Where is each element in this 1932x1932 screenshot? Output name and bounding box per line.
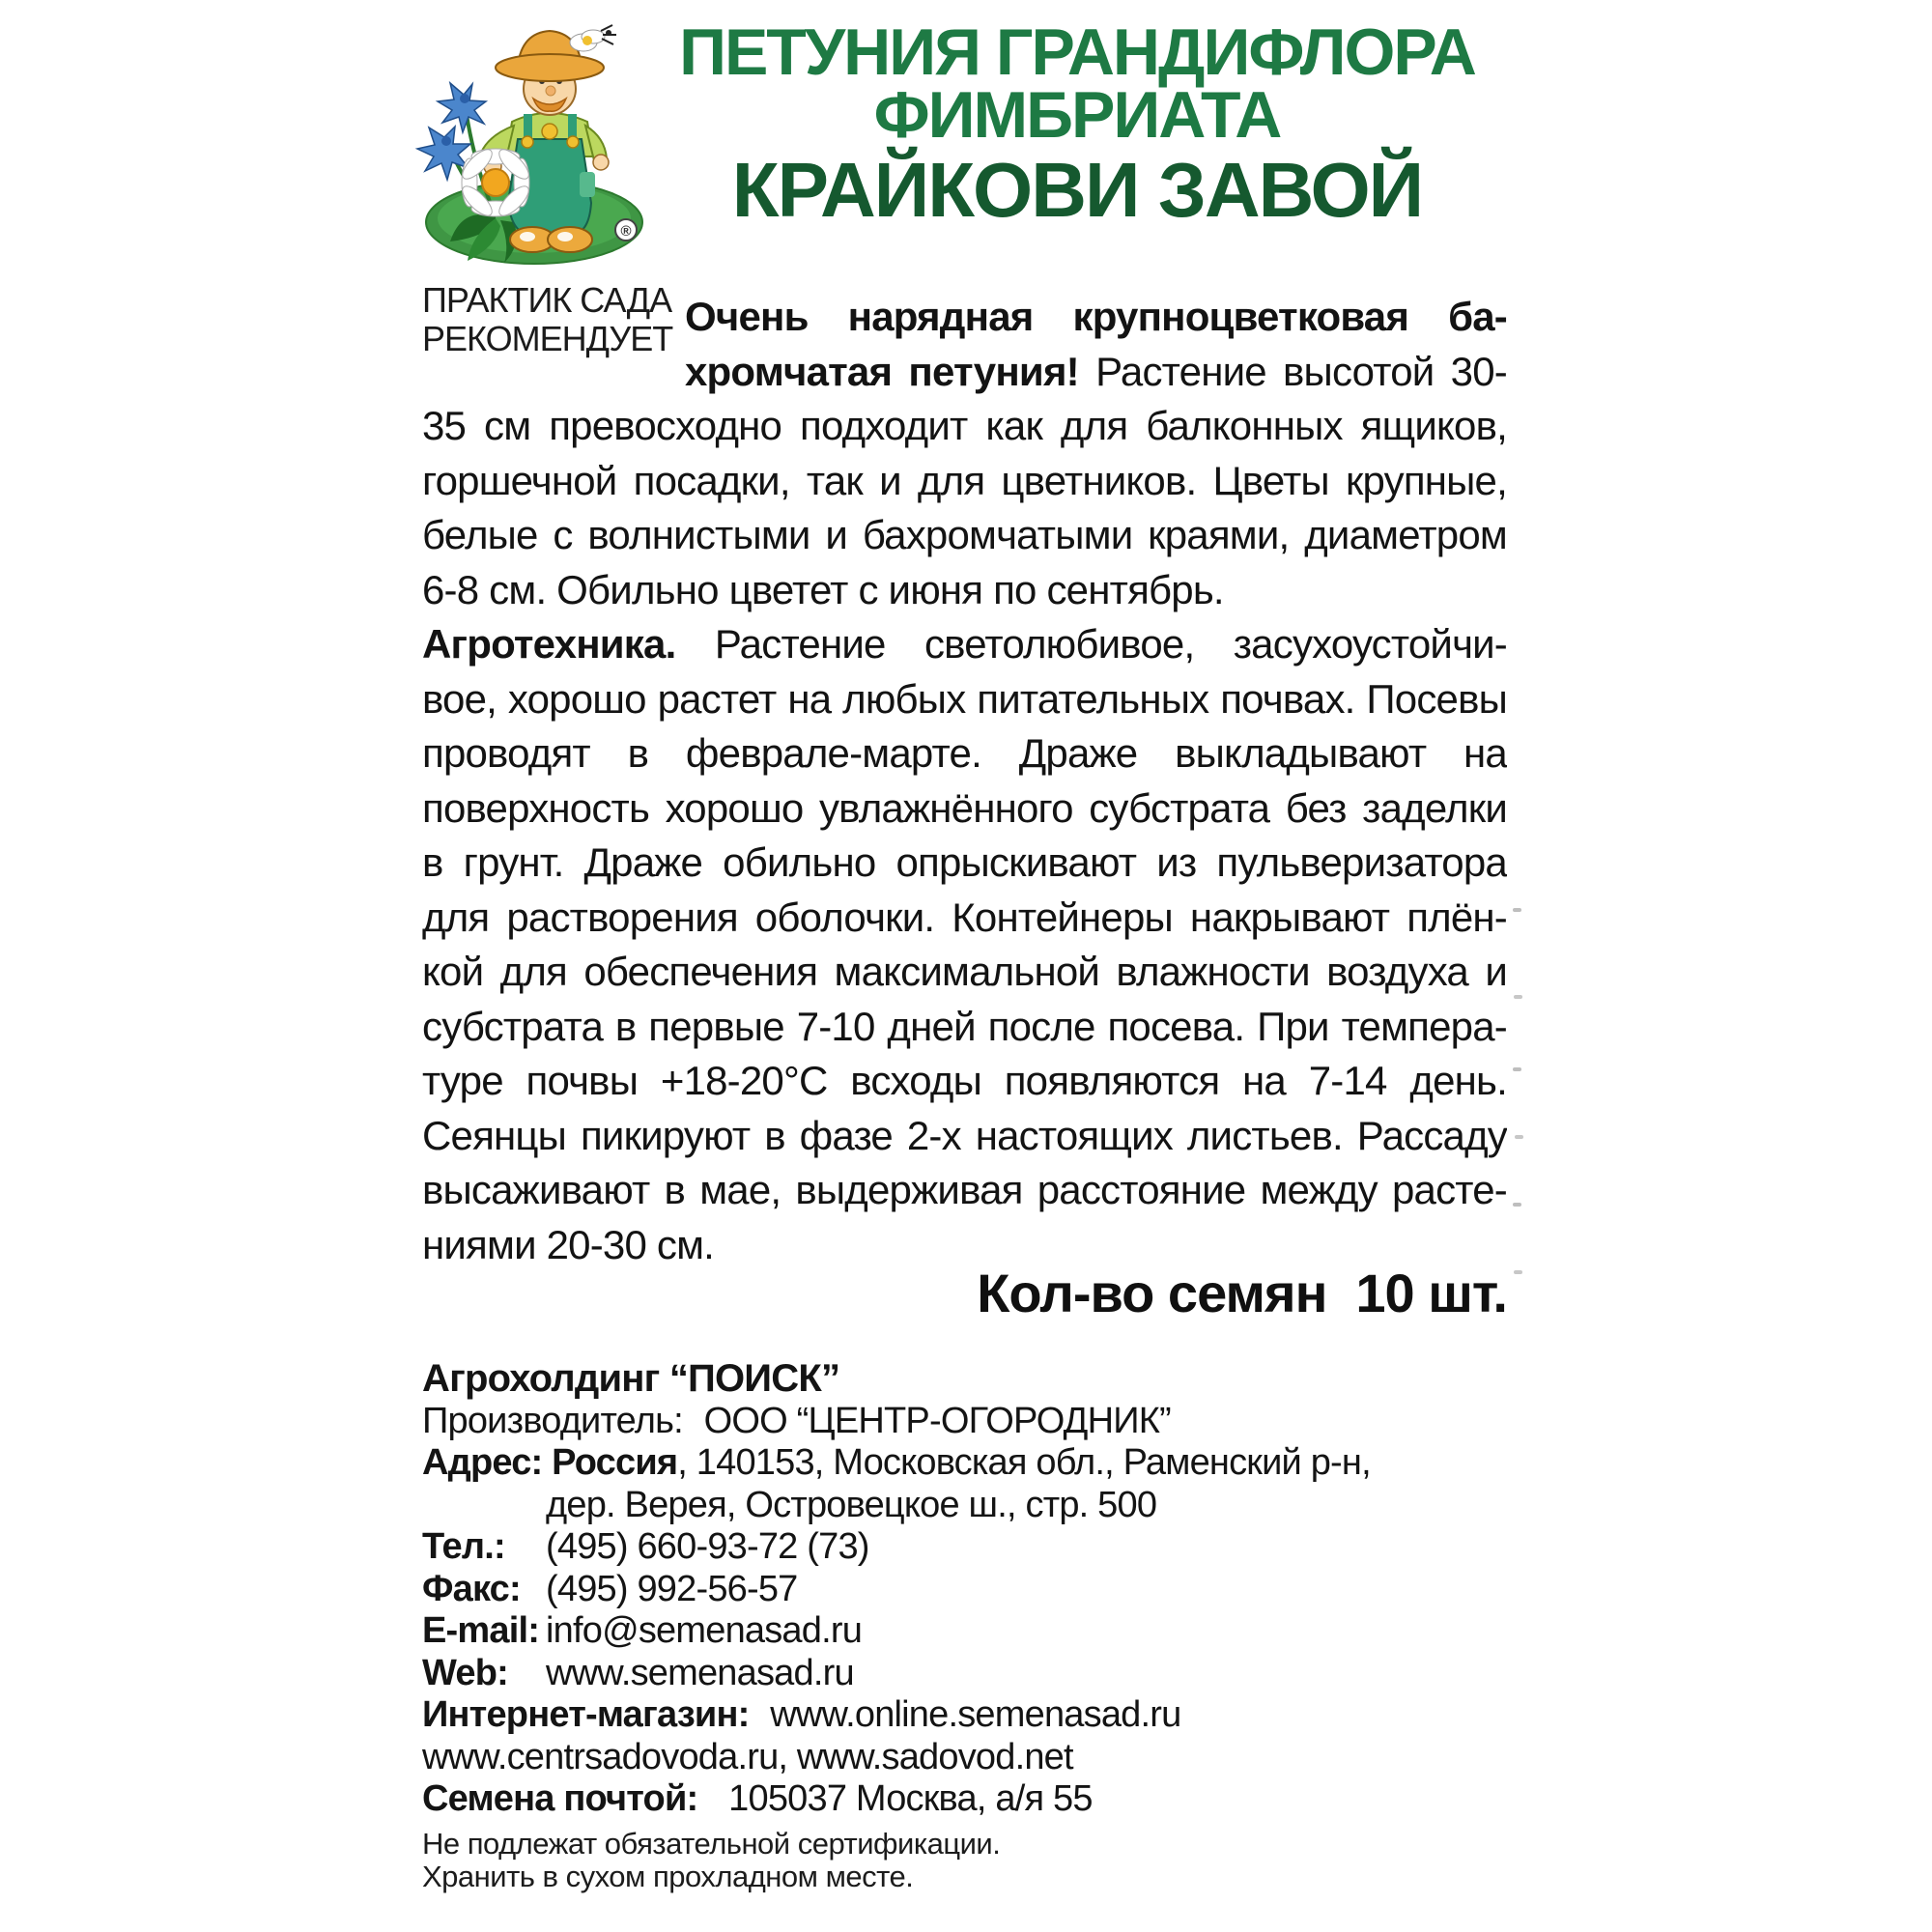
footnote bbox=[422, 1828, 1000, 1893]
seeds-by-mail-row bbox=[422, 1778, 1523, 1821]
print-artifact-marks bbox=[1513, 908, 1521, 912]
description-line: горшечной посадки, так и для цветников. Цветы крупные, bbox=[422, 457, 1507, 503]
description-line: ниями 20-30 см. bbox=[422, 1221, 715, 1267]
seeds-by-mail-label: Семена почтой: bbox=[422, 1778, 698, 1819]
description-line: туре почвы +18-20°С всходы появляются на 7-14 день. bbox=[422, 1058, 1507, 1103]
description-line: для растворения оболочки. Контейнеры накрывают плён- bbox=[422, 894, 1507, 940]
footnote-line1: Не подлежат обязательной сертификации. bbox=[422, 1827, 1001, 1861]
description-line: поверхность хорошо увлажнённого субстрата без заделки bbox=[422, 784, 1507, 831]
company-info bbox=[422, 1358, 1523, 1821]
gardener-with-flowers-icon bbox=[404, 14, 647, 270]
description-line: хромчатая петуния! Растение высотой 30- bbox=[685, 348, 1507, 394]
brand-slogan-line1: ПРАКТИК САДА bbox=[422, 280, 672, 320]
address-value: , 140153, Московская обл., Раменский р-н, bbox=[677, 1442, 1371, 1483]
seed-count-label: Кол-во семян bbox=[977, 1263, 1327, 1323]
address-line2: дер. Верея, Островецкое ш., стр. 500 bbox=[546, 1484, 1157, 1525]
seed-count bbox=[422, 1262, 1507, 1324]
producer-label: Производитель: bbox=[422, 1400, 683, 1441]
producer-value: ООО “ЦЕНТР-ОГОРОДНИК” bbox=[703, 1400, 1171, 1441]
registered-mark: ® bbox=[620, 223, 632, 240]
company-name: Агрохолдинг “ПОИСК” bbox=[422, 1357, 840, 1400]
seeds-by-mail-value: 105037 Москва, а/я 55 bbox=[728, 1778, 1093, 1819]
description-line: Сеянцы пикируют в фазе 2-х настоящих листьев. Рассаду bbox=[422, 1112, 1507, 1158]
address-row bbox=[422, 1442, 1523, 1485]
description-line: Очень нарядная крупноцветковая ба- bbox=[685, 294, 1507, 339]
description-line: белые с волнистыми и бахромчатыми краями, диаметром bbox=[422, 512, 1507, 557]
title-line2: ФИМБРИАТА bbox=[873, 78, 1281, 152]
description-line: субстрата в первые 7-10 дней после посева. При темпера- bbox=[422, 1003, 1507, 1049]
online-shop-value: www.online.semenasad.ru bbox=[770, 1694, 1181, 1735]
contact-row: Тел.: (495) 660-93-72 (73) bbox=[422, 1526, 869, 1567]
title-line1: ПЕТУНИЯ ГРАНДИФЛОРА bbox=[679, 15, 1475, 89]
contact-rows bbox=[422, 1526, 1523, 1694]
packet-title bbox=[628, 15, 1526, 233]
producer-row bbox=[422, 1401, 1523, 1443]
contact-row: Факс: (495) 992-56-57 bbox=[422, 1568, 798, 1609]
brand-slogan-line2: РЕКОМЕНДУЕТ bbox=[422, 319, 673, 358]
address-label: Адрес: Россия bbox=[422, 1442, 678, 1483]
description-line: вое, хорошо растет на любых питательных почвах. Посевы bbox=[422, 675, 1507, 722]
contact-row: E-mail: info@semenasad.ru bbox=[422, 1610, 863, 1651]
description-line: 35 см превосходно подходит как для балконных ящиков, bbox=[422, 403, 1507, 448]
seed-count-value: 10 шт. bbox=[1355, 1263, 1507, 1323]
description-line: проводят в феврале-марте. Драже выкладывают на bbox=[422, 730, 1507, 776]
online-shop-row bbox=[422, 1694, 1523, 1737]
footnote-line2: Хранить в сухом прохладном месте. bbox=[422, 1860, 914, 1893]
description-text bbox=[422, 290, 1507, 1272]
description-line: высаживают в мае, выдерживая расстояние между расте- bbox=[422, 1167, 1507, 1212]
online-shop-label: Интернет-магазин: bbox=[422, 1694, 750, 1735]
description-line: Агротехника. Растение светолюбивое, засухоустойчи- bbox=[422, 621, 1507, 667]
description-line: в грунт. Драже обильно опрыскивают из пульверизатора bbox=[422, 839, 1507, 885]
contact-row: Web: www.semenasad.ru bbox=[422, 1652, 854, 1693]
description-line: 6-8 см. Обильно цветет с июня по сентябрь. bbox=[422, 566, 1224, 612]
variety-name: КРАЙКОВИ ЗАВОЙ bbox=[731, 147, 1423, 233]
description-line: кой для обеспечения максимальной влажности воздуха и bbox=[422, 949, 1507, 994]
extra-sites-line: www.centrsadovoda.ru, www.sadovod.net bbox=[422, 1736, 1073, 1777]
